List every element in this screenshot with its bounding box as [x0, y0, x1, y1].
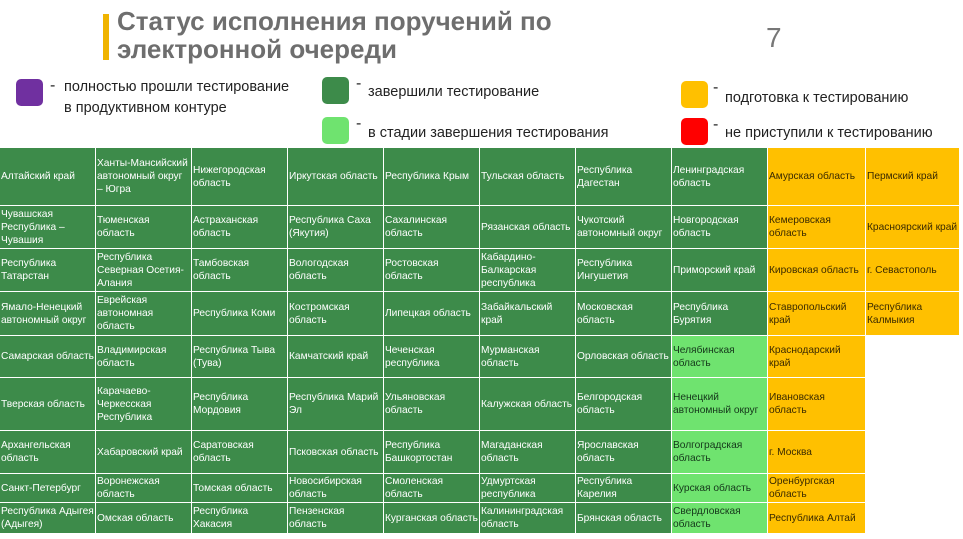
table-cell-region: Забайкальский край: [480, 292, 576, 336]
table-cell-empty: [866, 503, 960, 534]
table-cell-region: Курская область: [672, 474, 768, 503]
table-cell-region: Самарская область: [0, 336, 96, 378]
table-cell-region: Кабардино-Балкарская республика: [480, 249, 576, 292]
table-cell-region: Вологодская область: [288, 249, 384, 292]
table-cell-region: Томская область: [192, 474, 288, 503]
page-title: [117, 7, 552, 63]
table-cell-region: Магаданская область: [480, 431, 576, 474]
table-cell-region: Чувашская Республика – Чувашия: [0, 206, 96, 249]
table-cell-region: Московская область: [576, 292, 672, 336]
table-cell-region: Тверская область: [0, 378, 96, 431]
table-cell-region: Ставропольский край: [768, 292, 866, 336]
table-cell-region: Свердловская область: [672, 503, 768, 534]
table-cell-region: Астраханская область: [192, 206, 288, 249]
page-number: 7: [766, 22, 782, 53]
table-cell-region: Курганская область: [384, 503, 480, 534]
table-cell-region: Республика Хакасия: [192, 503, 288, 534]
table-cell-region: Республика Марий Эл: [288, 378, 384, 431]
table-cell-region: Республика Алтай: [768, 503, 866, 534]
table-cell-region: Республика Саха (Якутия): [288, 206, 384, 249]
table-cell-region: Архангельская область: [0, 431, 96, 474]
table-cell-region: Камчатский край: [288, 336, 384, 378]
table-cell-region: Хабаровский край: [96, 431, 192, 474]
legend-label-preparing: подготовка к тестированию: [725, 90, 909, 106]
table-cell-region: Ростовская область: [384, 249, 480, 292]
table-cell-region: Пензенская область: [288, 503, 384, 534]
table-cell-region: г. Москва: [768, 431, 866, 474]
table-cell-region: Ивановская область: [768, 378, 866, 431]
table-cell-region: Тульская область: [480, 148, 576, 206]
table-cell-empty: [866, 378, 960, 431]
table-cell-region: Краснодарский край: [768, 336, 866, 378]
table-cell-region: Ямало-Ненецкий автономный округ: [0, 292, 96, 336]
table-cell-empty: [866, 474, 960, 503]
table-cell-region: Брянская область: [576, 503, 672, 534]
table-cell-region: Ярославская область: [576, 431, 672, 474]
table-cell-region: Республика Калмыкия: [866, 292, 960, 336]
table-cell-region: Республика Коми: [192, 292, 288, 336]
table-cell-region: Республика Тыва (Тува): [192, 336, 288, 378]
table-cell-region: Республика Бурятия: [672, 292, 768, 336]
table-cell-region: Омская область: [96, 503, 192, 534]
table-cell-region: Иркутская область: [288, 148, 384, 206]
table-cell-region: Республика Северная Осетия-Алания: [96, 249, 192, 292]
table-cell-region: Чукотский автономный округ: [576, 206, 672, 249]
legend-label-completed: завершили тестирование: [368, 84, 540, 100]
legend-label-not-started: не приступили к тестированию: [725, 125, 933, 141]
table-cell-region: Мурманская область: [480, 336, 576, 378]
legend-dash: -: [356, 115, 362, 132]
legend-dash: -: [50, 77, 56, 94]
table-cell-region: Приморский край: [672, 249, 768, 292]
table-cell-region: Республика Крым: [384, 148, 480, 206]
table-cell-region: Санкт-Петербург: [0, 474, 96, 503]
legend-label-productive: [64, 77, 289, 119]
table-cell-region: Амурская область: [768, 148, 866, 206]
legend-swatch-productive: [16, 79, 43, 106]
table-cell-region: Кировская область: [768, 249, 866, 292]
table-cell-region: Тюменская область: [96, 206, 192, 249]
legend-dash: -: [713, 116, 719, 133]
table-cell-region: Сахалинская область: [384, 206, 480, 249]
table-cell-empty: [866, 336, 960, 378]
table-cell-region: Тамбовская область: [192, 249, 288, 292]
title-accent-bar: [103, 14, 109, 60]
legend-swatch-not-started: [681, 118, 708, 145]
table-cell-region: Ненецкий автономный округ: [672, 378, 768, 431]
table-cell-region: Пермский край: [866, 148, 960, 206]
legend-label-productive-line1: полностью прошли тестирование: [64, 79, 290, 95]
table-cell-region: Оренбургская область: [768, 474, 866, 503]
table-cell-region: Красноярский край: [866, 206, 960, 249]
legend-dash: -: [356, 75, 362, 92]
table-cell-region: Воронежская область: [96, 474, 192, 503]
table-cell-region: Новгородская область: [672, 206, 768, 249]
legend-label-finishing: в стадии завершения тестирования: [368, 125, 609, 141]
table-cell-region: Новосибирская область: [288, 474, 384, 503]
table-cell-region: Ульяновская область: [384, 378, 480, 431]
table-cell-region: Республика Татарстан: [0, 249, 96, 292]
table-cell-region: Еврейская автономная область: [96, 292, 192, 336]
page-title-line2: электронной очереди: [117, 34, 397, 64]
table-cell-region: Калужская область: [480, 378, 576, 431]
table-cell-region: Кемеровская область: [768, 206, 866, 249]
table-cell-region: Ханты-Мансийский автономный округ – Югра: [96, 148, 192, 206]
table-cell-region: Челябинская область: [672, 336, 768, 378]
table-cell-empty: [866, 431, 960, 474]
table-cell-region: Владимирская область: [96, 336, 192, 378]
table-cell-region: Чеченская республика: [384, 336, 480, 378]
table-cell-region: Псковская область: [288, 431, 384, 474]
table-cell-region: Республика Адыгея (Адыгея): [0, 503, 96, 534]
table-cell-region: Удмуртская республика: [480, 474, 576, 503]
table-cell-region: Липецкая область: [384, 292, 480, 336]
region-status-table: [0, 148, 960, 534]
legend-swatch-preparing: [681, 81, 708, 108]
table-cell-region: Орловская область: [576, 336, 672, 378]
table-cell-region: Саратовская область: [192, 431, 288, 474]
table-cell-region: Республика Мордовия: [192, 378, 288, 431]
legend-label-productive-line2: в продуктивном контуре: [64, 100, 227, 116]
table-cell-region: Алтайский край: [0, 148, 96, 206]
table-cell-region: Республика Дагестан: [576, 148, 672, 206]
table-cell-region: Калининградская область: [480, 503, 576, 534]
legend-swatch-completed: [322, 77, 349, 104]
table-cell-region: Республика Карелия: [576, 474, 672, 503]
table-cell-region: Волгоградская область: [672, 431, 768, 474]
table-cell-region: Костромская область: [288, 292, 384, 336]
table-cell-region: Нижегородская область: [192, 148, 288, 206]
legend-swatch-finishing: [322, 117, 349, 144]
table-cell-region: Рязанская область: [480, 206, 576, 249]
table-cell-region: Карачаево-Черкесская Республика: [96, 378, 192, 431]
table-cell-region: г. Севастополь: [866, 249, 960, 292]
legend-dash: -: [713, 79, 719, 96]
table-cell-region: Ленинградская область: [672, 148, 768, 206]
page-title-line1: Статус исполнения поручений по: [117, 6, 552, 36]
table-cell-region: Смоленская область: [384, 474, 480, 503]
table-cell-region: Республика Ингушетия: [576, 249, 672, 292]
table-cell-region: Республика Башкортостан: [384, 431, 480, 474]
table-cell-region: Белгородская область: [576, 378, 672, 431]
